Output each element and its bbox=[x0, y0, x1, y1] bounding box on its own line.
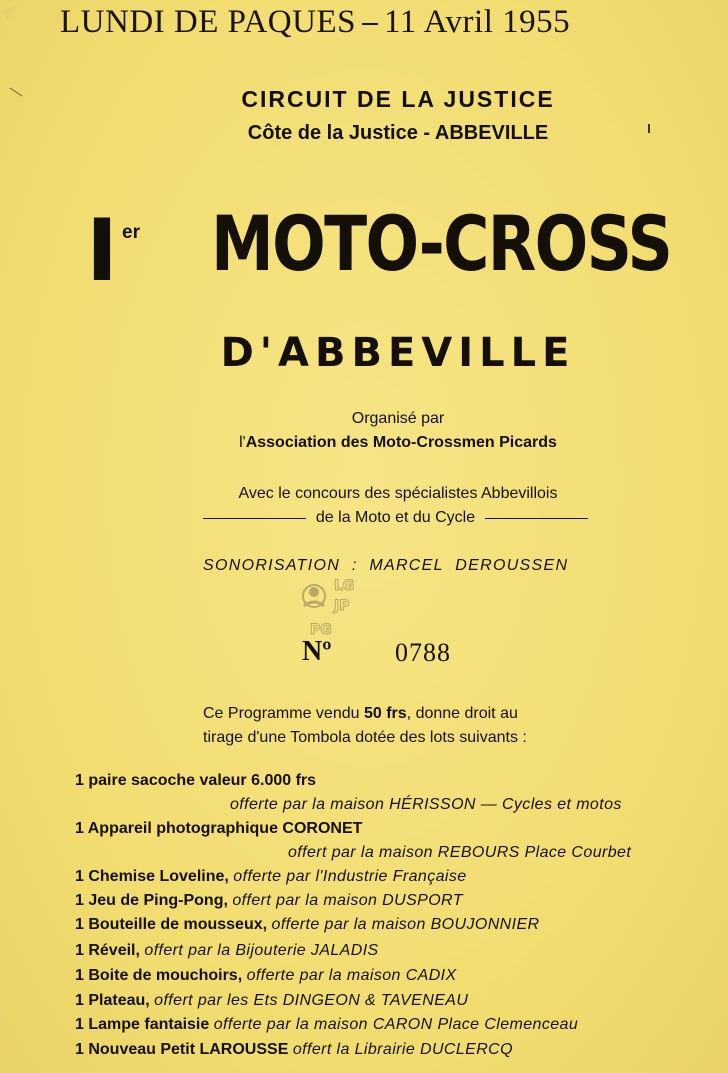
divider-left bbox=[203, 518, 306, 519]
sound-label: SONORISATION bbox=[203, 557, 341, 574]
prize-donor-2 bbox=[288, 844, 631, 862]
prize-item-label: 1 Boite de mouchoirs, bbox=[75, 967, 243, 984]
prize-item-label: 1 Plateau, bbox=[75, 992, 150, 1009]
prize-row-6 bbox=[75, 942, 379, 960]
circuit-name: CIRCUIT DE LA JUSTICE bbox=[241, 86, 555, 112]
program-text-a: Ce Programme vendu bbox=[203, 705, 364, 722]
prize-item-label: 1 Chemise Loveline, bbox=[75, 868, 229, 885]
prize-item-label: 1 Lampe fantaisie bbox=[75, 1016, 210, 1033]
print-mark bbox=[648, 124, 650, 133]
organizer-association: Association des Moto-Crossmen Picards bbox=[245, 434, 557, 451]
prize-row-8 bbox=[75, 992, 468, 1010]
prize-item-label: 1 Jeu de Ping-Pong, bbox=[75, 892, 228, 909]
divider-right bbox=[485, 518, 588, 519]
prize-donor-label: offerte par la maison HÉRISSON — Cycles et motos bbox=[230, 796, 622, 813]
prize-donor-label: offert par la Bijouterie JALADIS bbox=[144, 942, 379, 959]
holiday-label: LUNDI DE PAQUES bbox=[60, 4, 356, 40]
number-sign: Nº bbox=[302, 636, 332, 667]
prize-item-label: 1 paire sacoche valeur 6.000 frs bbox=[75, 772, 317, 789]
prize-item-label: 1 Bouteille de mousseux, bbox=[75, 916, 268, 933]
folded-corner bbox=[0, 0, 60, 100]
prize-donor-label: offerte par la maison CARON Place Clemenceau bbox=[213, 1016, 579, 1033]
program-text-b: , donne droit au bbox=[406, 705, 518, 722]
prize-donor-1 bbox=[230, 796, 622, 814]
prize-donor-label: offert par la maison DUSPORT bbox=[232, 892, 463, 909]
program-number: 0788 bbox=[395, 638, 451, 667]
svg-text:PG: PG bbox=[310, 622, 332, 638]
svg-text:LG: LG bbox=[334, 578, 355, 594]
prize-donor-label: offerte par l'Industrie Française bbox=[233, 868, 467, 885]
prize-row-9 bbox=[75, 1016, 578, 1034]
prize-donor-label: offerte par la maison CADIX bbox=[246, 967, 457, 984]
sound-name: MARCEL DEROUSSEN bbox=[369, 557, 569, 574]
prize-item-label: 1 Nouveau Petit LAROUSSE bbox=[75, 1041, 289, 1058]
prize-row-7 bbox=[75, 967, 457, 985]
organizer-intro: Organisé par bbox=[351, 410, 445, 427]
prize-donor-label: offert par la maison REBOURS Place Courbet bbox=[288, 844, 632, 861]
date-dash bbox=[362, 23, 378, 25]
program-price: 50 frs bbox=[363, 705, 407, 722]
support-line-1: Avec le concours des spécialistes Abbevillois bbox=[238, 485, 558, 502]
event-title: MOTO-CROSS bbox=[211, 199, 672, 288]
edition-superscript: er bbox=[122, 222, 140, 243]
prize-item-2 bbox=[75, 820, 362, 838]
svg-text:JP: JP bbox=[334, 598, 350, 614]
prize-row-3 bbox=[75, 868, 467, 886]
sound-credit bbox=[203, 557, 568, 575]
prize-item-label: 1 Réveil, bbox=[75, 942, 140, 959]
prize-item-label: 1 Appareil photographique CORONET bbox=[75, 820, 363, 837]
prize-donor-label: offert la Librairie DUCLERCQ bbox=[292, 1041, 513, 1058]
venue-location: Côte de la Justice - ABBEVILLE bbox=[247, 122, 549, 144]
event-date-header bbox=[60, 4, 728, 41]
prize-donor-label: offerte par la maison BOUJONNIER bbox=[271, 916, 540, 933]
program-price-line bbox=[203, 705, 518, 723]
prize-row-4 bbox=[75, 892, 463, 910]
organizer-prefix: l' bbox=[239, 434, 246, 451]
prize-row-10 bbox=[75, 1041, 513, 1059]
support-line-2-text: de la Moto et du Cycle bbox=[315, 509, 476, 526]
date-label: 11 Avril 1955 bbox=[383, 4, 571, 40]
event-subtitle: D'ABBEVILLE bbox=[220, 330, 576, 376]
portrait-stamp-icon bbox=[296, 570, 366, 642]
sound-separator: : bbox=[351, 557, 358, 574]
support-line-2 bbox=[203, 509, 588, 527]
program-tombola-line: tirage d'une Tombola dotée des lots suivants : bbox=[203, 729, 527, 746]
prize-donor-label: offert par les Ets DINGEON & TAVENEAU bbox=[154, 992, 469, 1009]
organizer-name bbox=[0, 434, 728, 452]
prize-row-5 bbox=[75, 916, 540, 934]
edition-number: I bbox=[86, 201, 118, 301]
prize-item-1 bbox=[75, 772, 316, 790]
